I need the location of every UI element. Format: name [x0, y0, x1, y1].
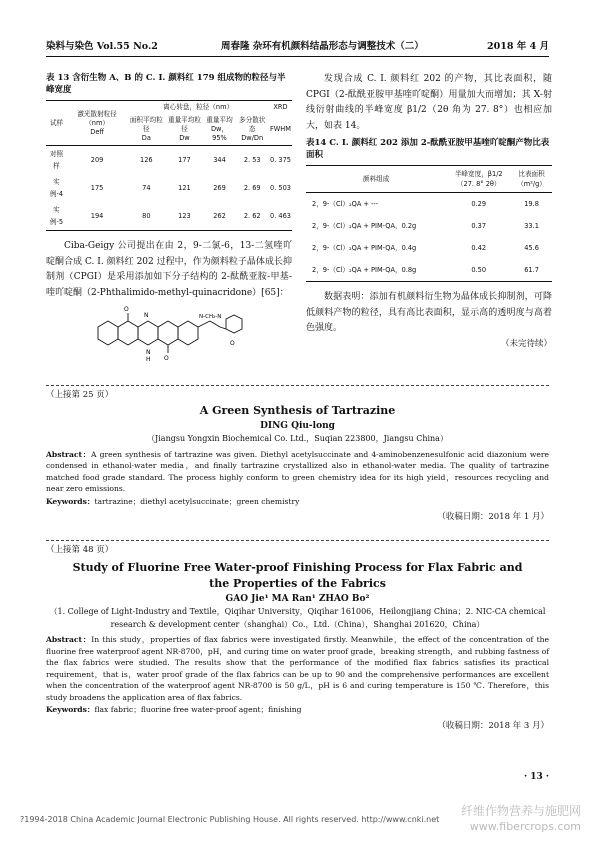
paragraph-result: 发现合成 C. I. 颜料红 202 的产物，其比表面积，随 CPGI（2-酞酰亚胺甲基喹吖啶酮）用量加大而增加；其 X-射线衍射曲线的半峰宽度 β1/2（2θ 角为 27. 8°）也相应加大，如表 14。	[306, 74, 552, 131]
article-abstract: Abstract：In this study，properties of flax fabrics were investigated firstly. Meanwhile，the effect of the concentration of the fluorine free waterproof agent NR-8700，pH，and curing time on water proof grade，breaking strength，and rubbing fastness of the flax fabrics were studied. The results show that the performance of the modified flax fabrics satisfies its practical requirement，that is，water proof grade of the flax fabrics can be up to 90 and the comprehensive performances are excellent when the concentration of the waterproof agent NR-8700 is 50 g/L，pH is 6 and curing temperature is 150 ℃. Therefore，this study broadens the application area of flax fabrics.	[46, 635, 549, 702]
running-header	[46, 36, 549, 54]
table-row: 对照样 209 126 177 344 2. 53 0. 375	[49, 150, 291, 170]
paragraph-ciba: Ciba-Geigy 公司提出在由 2，9-二氯-6，13-二氢喹吖啶酮合成 C. I. 颜料红 202 过程中，作为颜料粒子晶体成长抑制剂（CPGI）是采用添加如下分子结构的 2-酞酰亚胺-甲基-喹吖啶酮（2-Phthalimido-methyl-quinacridone）[65]：	[46, 241, 292, 298]
svg-text:H: H	[146, 356, 151, 363]
table-row: 2，9-（Cl）₂QA + --- 0.29 19.8	[312, 200, 539, 208]
th-halfwidth: 半峰宽度，β1/2 （27. 8° 2θ）	[454, 170, 503, 188]
th-sample: 试样	[49, 118, 64, 127]
th-dw: 重量平均粒径 Dw	[167, 116, 201, 142]
article-title: A Green Synthesis of Tartrazine	[199, 404, 396, 417]
table-row: 2，9-（Cl）₂QA + PIM-QA，0.8g 0.50 61.7	[312, 266, 539, 274]
divider-dashed	[46, 385, 549, 386]
table14	[306, 165, 552, 282]
table-row: 实例-5 194 80 123 262 2. 62 0. 463	[49, 206, 291, 226]
th-fwhm: FWHM	[270, 125, 291, 133]
article-affiliation: （Jiangsu Yongxin Biochemical Co. Ltd.，Suqian 223800，Jiangsu China）	[147, 434, 448, 443]
article-title: Study of Fluorine Free Water-proof Finishing Process for Flax Fabric and	[72, 561, 523, 574]
divider-dashed	[46, 540, 549, 541]
continued-from-48: （上接第 48 页）	[46, 545, 114, 555]
table-row: 2，9-（Cl）₂QA + PIM-QA，0.4g 0.42 45.6	[312, 244, 539, 252]
article-flax-fabric	[46, 560, 549, 732]
paragraph-conclusion: 数据表明：添加有机颜料衍生物为晶体成长抑制剂，可降低颜料产物的粒径，具有高比表面积，显示高的透明度与高着色强度。	[306, 292, 552, 333]
header-rule	[46, 56, 549, 57]
chemical-structure-image	[84, 305, 254, 375]
article-abstract: Abstract：A green synthesis of tartrazine was given. Diethyl acetylsuccinate and 4-aminobenzenesulfonic acid diazonium were condensed in ethanol-water media，and finally tartrazine crystallized also in ethanol-water media. The quality of tartrazine matched food grade standard. The process highly conform to green chemistry idea for its high yield，resources recycling and near zero emissions.	[46, 449, 549, 493]
th-xrd: XRD	[273, 103, 288, 111]
article-authors: GAO Jie¹ MA Ran¹ ZHAO Bo²	[225, 594, 370, 604]
article-affiliation: （1. College of Light-Industry and Textile，Qiqihar University，Qiqihar 161006，Heilongjiang China；2. NIC-CA chemical research & development center（shanghai）Co.，Ltd.（China），Shanghai 201620，China）	[49, 607, 546, 629]
right-column	[306, 72, 552, 352]
table-row: 2，9-（Cl）₂QA + PIM-QA，0.2g 0.37 33.1	[312, 222, 539, 230]
table13-caption: 表 13 含衍生物 A、B 的 C. I. 颜料红 179 组成物的粒径与半峰宽度	[46, 73, 286, 95]
left-column	[46, 72, 292, 375]
received-date: （收稿日期：2018 年 3 月）	[437, 720, 549, 731]
svg-text:N: N	[144, 312, 149, 319]
table13	[46, 100, 292, 231]
issue-date: 2018 年 4 月	[487, 41, 549, 52]
journal-name: 染料与染色 Vol.55 No.2	[46, 41, 158, 52]
svg-text:O: O	[164, 355, 169, 362]
article-keywords: Keywords：tartrazine；diethyl acetylsuccinate；green chemistry	[46, 496, 300, 506]
article-title-line2: the Properties of the Fabrics	[209, 577, 386, 590]
article-tartrazine	[46, 403, 549, 524]
th-dwdn: 多分散状态 Dw/Dn	[239, 116, 266, 142]
copyright-footer: ?1994-2018 China Academic Journal Electronic Publishing House. All rights reserved. http://www.cnki.net	[20, 815, 440, 824]
th-dw95: 重量平均 Dw，95%	[206, 116, 233, 142]
th-da: 面积平均粒径 Da	[129, 116, 163, 142]
th-centrifuge: 离心转盘，粒径（nm）	[163, 103, 234, 111]
svg-text:N: N	[146, 349, 151, 356]
svg-text:O: O	[124, 306, 129, 313]
continued-from-25: （上接第 25 页）	[46, 390, 114, 400]
table-row: 实例-4 175 74 121 269 2. 69 0. 503	[49, 178, 291, 198]
article-author: DING Qiu-long	[260, 421, 335, 431]
th-surface-area: 比表面积 （m²/g）	[517, 170, 546, 188]
article-keywords: Keywords：flax fabric；fluorine free water-proof agent；finishing	[46, 705, 302, 714]
to-be-continued: （未完待续）	[500, 338, 552, 349]
article-running-title: 周春隆 杂环有机颜料结晶形态与调整技术（二）	[221, 41, 424, 52]
watermark-url: www.fibercrops.com	[469, 820, 581, 833]
th-composition: 颜料组成	[362, 175, 390, 183]
watermark-text: 纤维作物营养与施肥网	[460, 804, 581, 818]
th-laser: 激光散射粒径（nm） Deff	[77, 109, 117, 136]
received-date: （收稿日期：2018 年 1 月）	[437, 512, 549, 522]
table14-caption: 表14 C. I. 颜料红 202 添加 2-酞酰亚胺甲基喹吖啶酮产物比表面积	[306, 138, 550, 160]
page-number: · 13 ·	[523, 772, 549, 782]
svg-text:O: O	[230, 340, 235, 347]
svg-text:N-CH₂-N: N-CH₂-N	[199, 314, 222, 320]
